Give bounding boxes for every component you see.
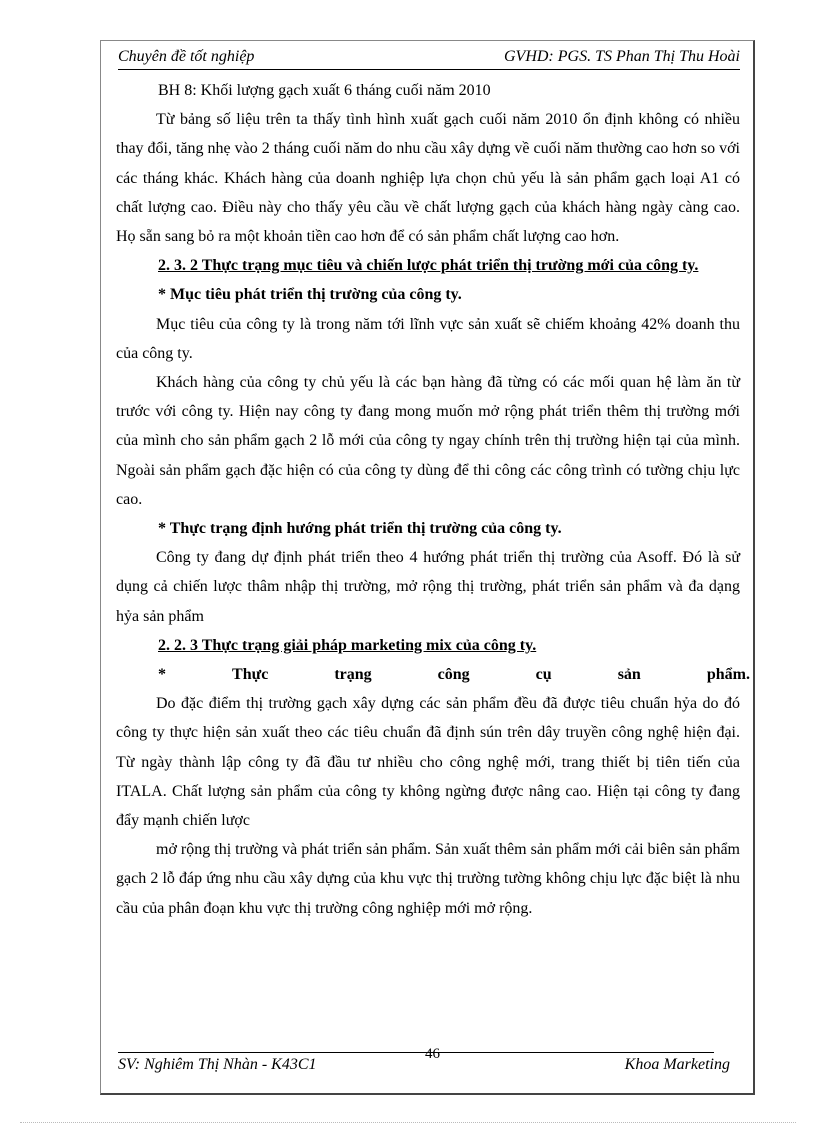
section-heading: 2. 2. 3 Thực trạng giải pháp marketing mix của công ty. [158,636,537,654]
subheading-word: sản [617,666,641,684]
subheading: * Mục tiêu phát triển thị trường của công ty. [158,286,462,304]
subheading-word: * [158,666,166,684]
footer-left: SV: Nghiêm Thị Nhàn - K43C1 [118,1056,317,1073]
paragraph: Mục tiêu của công ty là trong năm tới lĩnh vực sản xuất sẽ chiếm khoảng 42% doanh thu của công ty. [116,315,740,362]
footer-right: Khoa Marketing [624,1056,730,1073]
paragraph: Từ bảng số liệu trên ta thấy tình hình xuất gạch cuối năm 2010 ổn định không có nhiều thay đổi, tăng nhẹ vào 2 tháng cuối năm do nhu cầu xây dựng về cuối năm thường cao hơn so với các tháng khác. Khách hàng của doanh nghiệp lựa chọn chủ yếu là sản phẩm gạch loại A1 có chất lượng cao. Điều này cho thấy yêu cầu về chất lượng gạch của khách hàng ngày càng cao. Họ sẵn sang bỏ ra một khoản tiền cao hơn để có sản phẩm chất lượng cao hơn. [116,111,740,246]
subheading [116,660,750,689]
section-heading: 2. 3. 2 Thực trạng mục tiêu và chiến lược phát triển thị trường mới của công ty. [158,257,699,275]
figure-caption: BH 8: Khối lượng gạch xuất 6 tháng cuối năm 2010 [158,82,491,99]
header-right: GVHD: PGS. TS Phan Thị Thu Hoài [503,48,740,65]
paragraph: Do đặc điểm thị trường gạch xây dựng các sản phẩm đều đã được tiêu chuẩn hỷa do đó công ty thực hiện sản xuất theo các tiêu chuẩn đã định sún trên dây truyền công nghệ hiện đại. Từ ngày thành lập công ty đã đầu tư nhiều cho công nghệ mới, trang thiết bị tiên tiến của ITALA. Chất lượng sản phẩm của công ty không ngừng được nâng cao. Hiện tại công ty đang đẩy mạnh chiến lược [116,695,740,830]
subheading-word: phẩm. [706,666,750,684]
subheading: * Thực trạng định hướng phát triển thị trường của công ty. [158,520,562,538]
page-header [118,48,740,70]
header-rule [118,69,740,70]
header-left: Chuyên đề tốt nghiệp [118,48,255,65]
page-body [116,76,750,923]
page-number: 46 [425,1046,440,1062]
subheading-word: công [437,666,470,684]
page-footer [118,1046,730,1073]
paragraph: mở rộng thị trường và phát triển sản phẩm. Sản xuất thêm sản phẩm mới cải biên sản phẩm gạch 2 lỗ đáp ứng nhu cầu xây dựng của khu vực thị trường tường không chịu lực đặc biệt là nhu cầu của phân đoạn khu vực thị trường công nghiệp mới mở rộng. [116,841,740,917]
subheading-word: Thực [232,666,269,684]
footer-rule [118,1052,714,1053]
subheading-word: cụ [535,666,552,684]
paragraph: Công ty đang dự định phát triển theo 4 hướng phát triển thị trường của Asoff. Đó là sử dụng cả chiến lược thâm nhập thị trường, mở rộng thị trường, phát triển sản phẩm và đa dạng hỷa sản phẩm [116,549,740,625]
subheading-word: trạng [334,666,372,684]
paragraph: Khách hàng của công ty chủ yếu là các bạn hàng đã từng có các mối quan hệ làm ăn từ trước với công ty. Hiện nay công ty đang mong muốn mở rộng phát triển thêm thị trường mới của mình cho sản phẩm gạch 2 lỗ mới của công ty ngay chính trên thị trường hiện tại của mình. Ngoài sản phẩm gạch đặc hiện có của công ty dùng để thi công các công trình có tường chịu lực cao. [116,374,740,508]
